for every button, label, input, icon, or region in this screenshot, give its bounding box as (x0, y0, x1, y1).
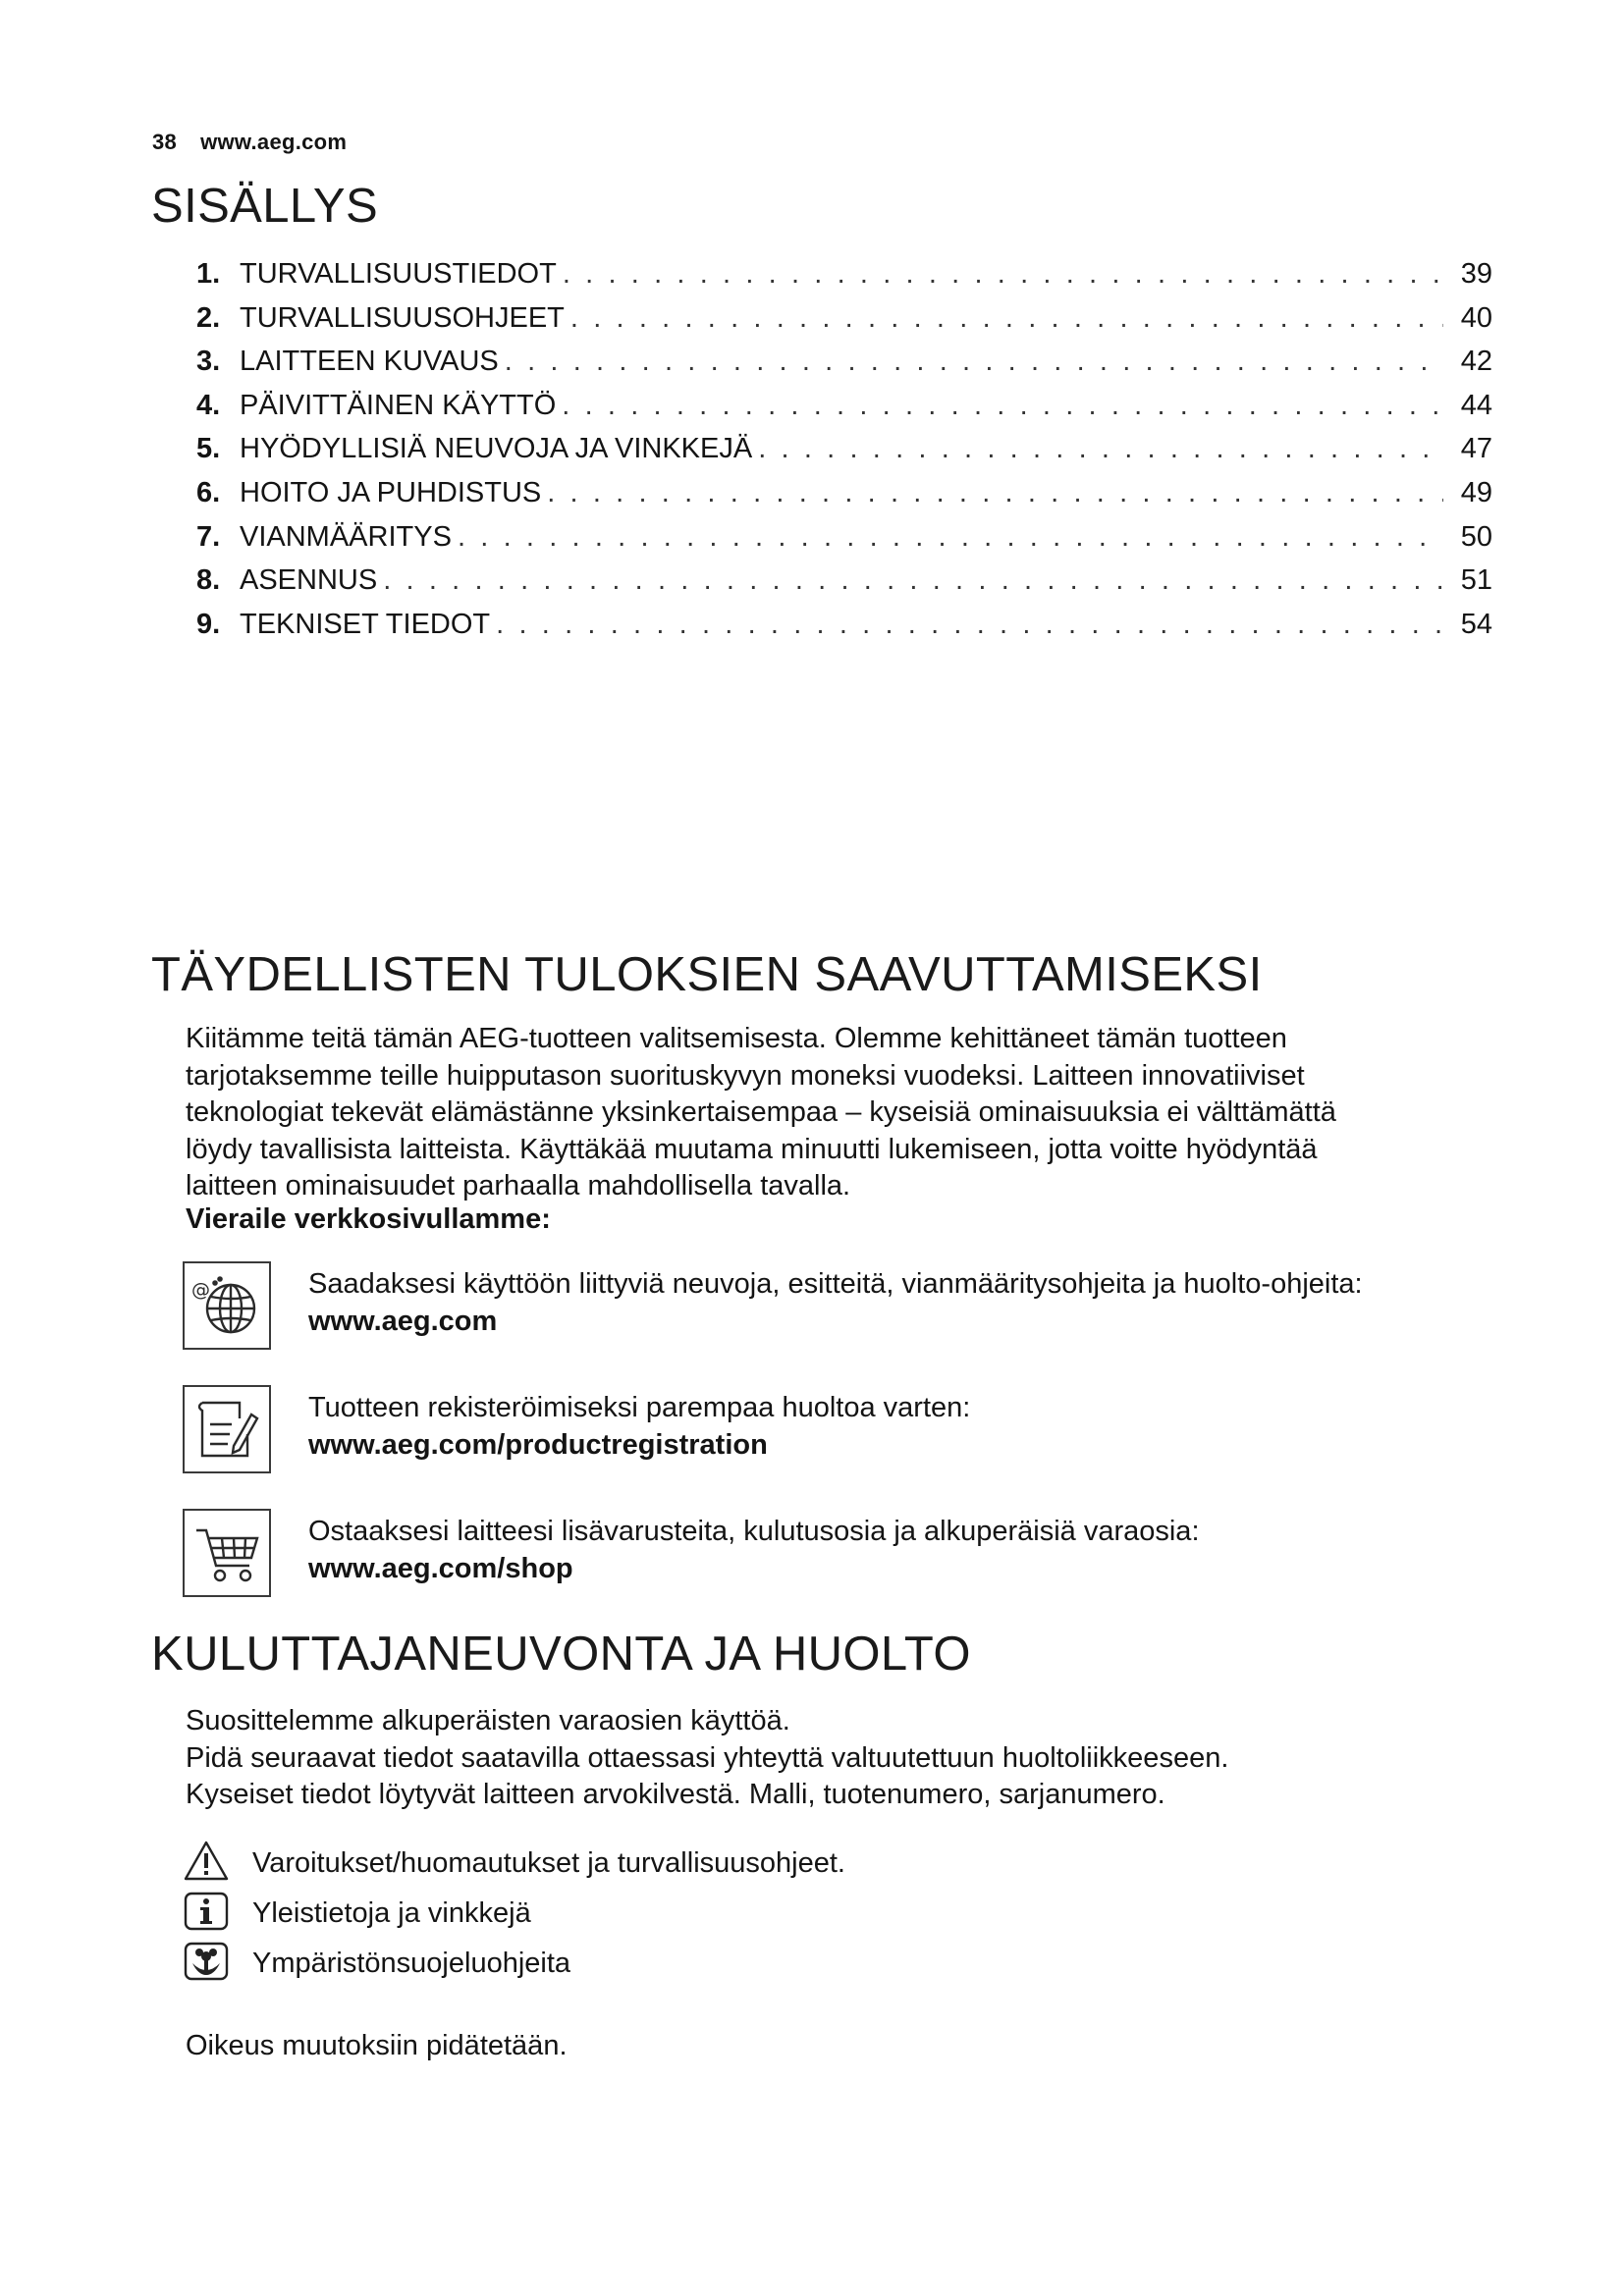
toc-item-page: 39 (1460, 258, 1492, 290)
svg-text:@: @ (191, 1279, 210, 1301)
service-paragraph (186, 1703, 1491, 1814)
service-section-title: KULUTTAJANEUVONTA JA HUOLTO (151, 1628, 971, 1681)
toc-leader-dots (570, 302, 1443, 335)
toc-item[interactable] (196, 477, 1492, 521)
toc-leader-dots (496, 609, 1443, 641)
toc-item-number: 4. (196, 389, 221, 421)
support-link-text-group (308, 1265, 1363, 1340)
toc-item[interactable] (196, 609, 1492, 653)
toc-item-number: 1. (196, 258, 221, 290)
toc-item-title: HOITO JA PUHDISTUS (240, 476, 542, 508)
toc-item-title: LAITTEEN KUVAUS (240, 346, 499, 378)
header-site-link[interactable]: www.aeg.com (200, 130, 348, 154)
toc-item[interactable] (196, 521, 1492, 565)
shop-link-description: Ostaaksesi laitteesi lisävarusteita, kulutusosia ja alkuperäisiä varaosia: (308, 1516, 1200, 1547)
intro-line: laitteen ominaisuudet parhaalla mahdollisella tavalla. (186, 1170, 851, 1201)
toc-item[interactable] (196, 346, 1492, 390)
support-link-url[interactable]: www.aeg.com (308, 1306, 498, 1337)
toc-item[interactable] (196, 302, 1492, 347)
environment-flower-icon (183, 1940, 230, 1983)
toc-item[interactable] (196, 564, 1492, 609)
toc-item-title: TURVALLISUUSOHJEET (240, 301, 565, 334)
toc-item-page: 42 (1460, 346, 1492, 378)
registration-form-icon (183, 1385, 271, 1473)
service-line: Kyseiset tiedot löytyvät laitteen arvokilvestä. Malli, tuotenumero, sarjanumero. (186, 1779, 1165, 1810)
toc-leader-dots (458, 521, 1443, 554)
toc-item-title: ASENNUS (240, 564, 378, 597)
intro-paragraph (186, 1021, 1491, 1205)
toc-item-page: 47 (1460, 433, 1492, 465)
intro-line: teknologiat tekevät elämästänne yksinkertaisempaa – kyseisiä ominaisuuksia ei välttämättä (186, 1096, 1336, 1128)
legend-info-text: Yleistietoja ja vinkkejä (252, 1897, 531, 1929)
toc-item-number: 7. (196, 520, 221, 553)
rights-reserved-note: Oikeus muutoksiin pidätetään. (186, 2030, 568, 2061)
toc-item-title: HYÖDYLLISIÄ NEUVOJA JA VINKKEJÄ (240, 433, 753, 465)
shop-link-block (183, 1509, 1498, 1603)
shop-link-text-group (308, 1513, 1200, 1587)
table-of-contents (196, 258, 1492, 652)
support-link-block (183, 1261, 1498, 1356)
shop-link-url[interactable]: www.aeg.com/shop (308, 1553, 573, 1584)
page-header (152, 130, 347, 155)
legend-environment-row (183, 1940, 1164, 1985)
toc-leader-dots (758, 433, 1443, 465)
toc-item-number: 3. (196, 346, 221, 378)
toc-item-number: 2. (196, 301, 221, 334)
globe-icon (183, 1261, 271, 1350)
visit-website-heading: Vieraile verkkosivullamme: (186, 1203, 551, 1235)
toc-item[interactable] (196, 390, 1492, 434)
toc-leader-dots (547, 477, 1443, 509)
legend-warning-text: Varoitukset/huomautukset ja turvallisuusohjeet. (252, 1847, 845, 1879)
toc-item[interactable] (196, 433, 1492, 477)
warning-triangle-icon (183, 1840, 230, 1883)
shopping-cart-icon (183, 1509, 271, 1597)
results-section-title: TÄYDELLISTEN TULOKSIEN SAAVUTTAMISEKSI (151, 948, 1263, 1001)
registration-link-block (183, 1385, 1498, 1479)
legend-warning-row (183, 1840, 1164, 1885)
toc-item-title: TEKNISET TIEDOT (240, 608, 491, 640)
toc-item-page: 54 (1460, 608, 1492, 640)
toc-leader-dots (505, 346, 1443, 378)
toc-item-number: 6. (196, 476, 221, 508)
toc-title: SISÄLLYS (151, 180, 379, 233)
toc-item-page: 51 (1460, 564, 1492, 597)
toc-item-title: PÄIVITTÄINEN KÄYTTÖ (240, 389, 557, 421)
intro-line: tarjotaksemme teille huipputason suorituskyvyn moneksi vuodeksi. Laitteen innovatiiviset (186, 1059, 1305, 1092)
registration-link-description: Tuotteen rekisteröimiseksi parempaa huoltoa varten: (308, 1392, 971, 1423)
toc-item-number: 9. (196, 608, 221, 640)
toc-leader-dots (562, 390, 1443, 422)
service-line: Suosittelemme alkuperäisten varaosien käyttöä. (186, 1705, 790, 1736)
intro-line: Kiitämme teitä tämän AEG-tuotteen valitsemisesta. Olemme kehittäneet tämän tuotteen (186, 1023, 1287, 1054)
registration-link-url[interactable]: www.aeg.com/productregistration (308, 1429, 768, 1461)
service-line: Pidä seuraavat tiedot saatavilla ottaessasi yhteyttä valtuutettuun huoltoliikkeeseen. (186, 1741, 1229, 1774)
legend-info-row (183, 1890, 1164, 1935)
toc-item-page: 44 (1460, 389, 1492, 421)
legend-environment-text: Ympäristönsuojeluohjeita (252, 1948, 571, 1979)
toc-item-title: TURVALLISUUSTIEDOT (240, 258, 557, 290)
toc-item[interactable] (196, 258, 1492, 302)
intro-line: löydy tavallisista laitteista. Käyttäkää muutama minuutti lukemiseen, jotta voitte hyödyntää (186, 1133, 1318, 1165)
toc-item-page: 50 (1460, 520, 1492, 553)
toc-leader-dots (383, 564, 1443, 597)
toc-item-number: 5. (196, 433, 221, 465)
toc-item-page: 40 (1460, 301, 1492, 334)
support-link-description: Saadaksesi käyttöön liittyviä neuvoja, esitteitä, vianmääritysohjeita ja huolto-ohjeita: (308, 1268, 1363, 1300)
page-number: 38 (152, 130, 178, 154)
toc-item-title: VIANMÄÄRITYS (240, 520, 452, 553)
registration-link-text-group (308, 1389, 970, 1464)
toc-leader-dots (563, 258, 1443, 291)
toc-item-number: 8. (196, 564, 221, 597)
info-icon (183, 1890, 230, 1933)
toc-item-page: 49 (1460, 476, 1492, 508)
